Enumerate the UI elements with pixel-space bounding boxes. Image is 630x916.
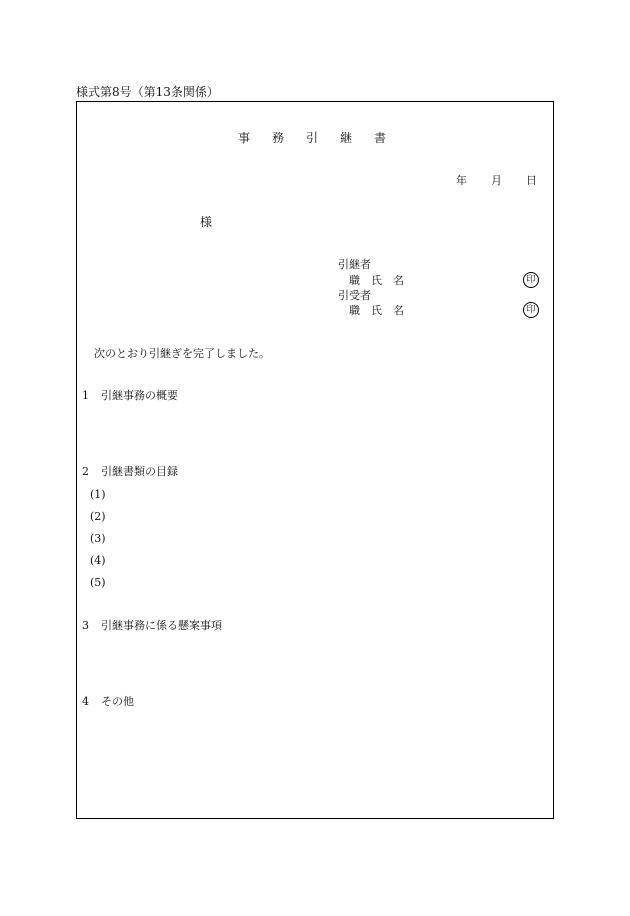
section-2-title: 引継書類の目録	[101, 465, 178, 478]
section-4-number: 4	[82, 695, 89, 708]
form-number: 様式第8号（第13条関係）	[76, 85, 219, 99]
date-day: 日	[526, 174, 537, 187]
seal-mark-from: 印	[523, 272, 539, 288]
title-char-5: 書	[374, 131, 387, 145]
intro-text: 次のとおり引継ぎを完了しました。	[94, 347, 270, 360]
title-char-1: 事	[238, 131, 251, 145]
section-2-item-5: (5)	[90, 576, 106, 589]
section-2-item-3: (3)	[90, 532, 106, 545]
form-frame	[76, 101, 554, 819]
title-char-3: 引	[306, 131, 319, 145]
section-2-item-1: (1)	[90, 488, 106, 501]
handover-from-label: 引継者	[338, 258, 371, 271]
handover-from-fields: 職 氏 名	[349, 274, 404, 287]
section-2-item-4: (4)	[90, 554, 106, 567]
section-1-number: 1	[82, 389, 89, 402]
section-1-title: 引継事務の概要	[101, 389, 178, 402]
section-2-item-2: (2)	[90, 510, 106, 523]
date-year: 年	[456, 174, 467, 187]
section-3-title: 引継事務に係る懸案事項	[101, 619, 222, 632]
title-char-4: 継	[340, 131, 353, 145]
seal-mark-to: 印	[523, 302, 539, 318]
section-2-number: 2	[82, 465, 89, 478]
section-3-number: 3	[82, 619, 89, 632]
addressee-suffix: 様	[200, 215, 213, 229]
handover-to-fields: 職 氏 名	[349, 304, 404, 317]
date-month: 月	[491, 174, 502, 187]
title-char-2: 務	[272, 131, 285, 145]
section-4-title: その他	[101, 695, 134, 708]
handover-to-label: 引受者	[338, 289, 371, 302]
